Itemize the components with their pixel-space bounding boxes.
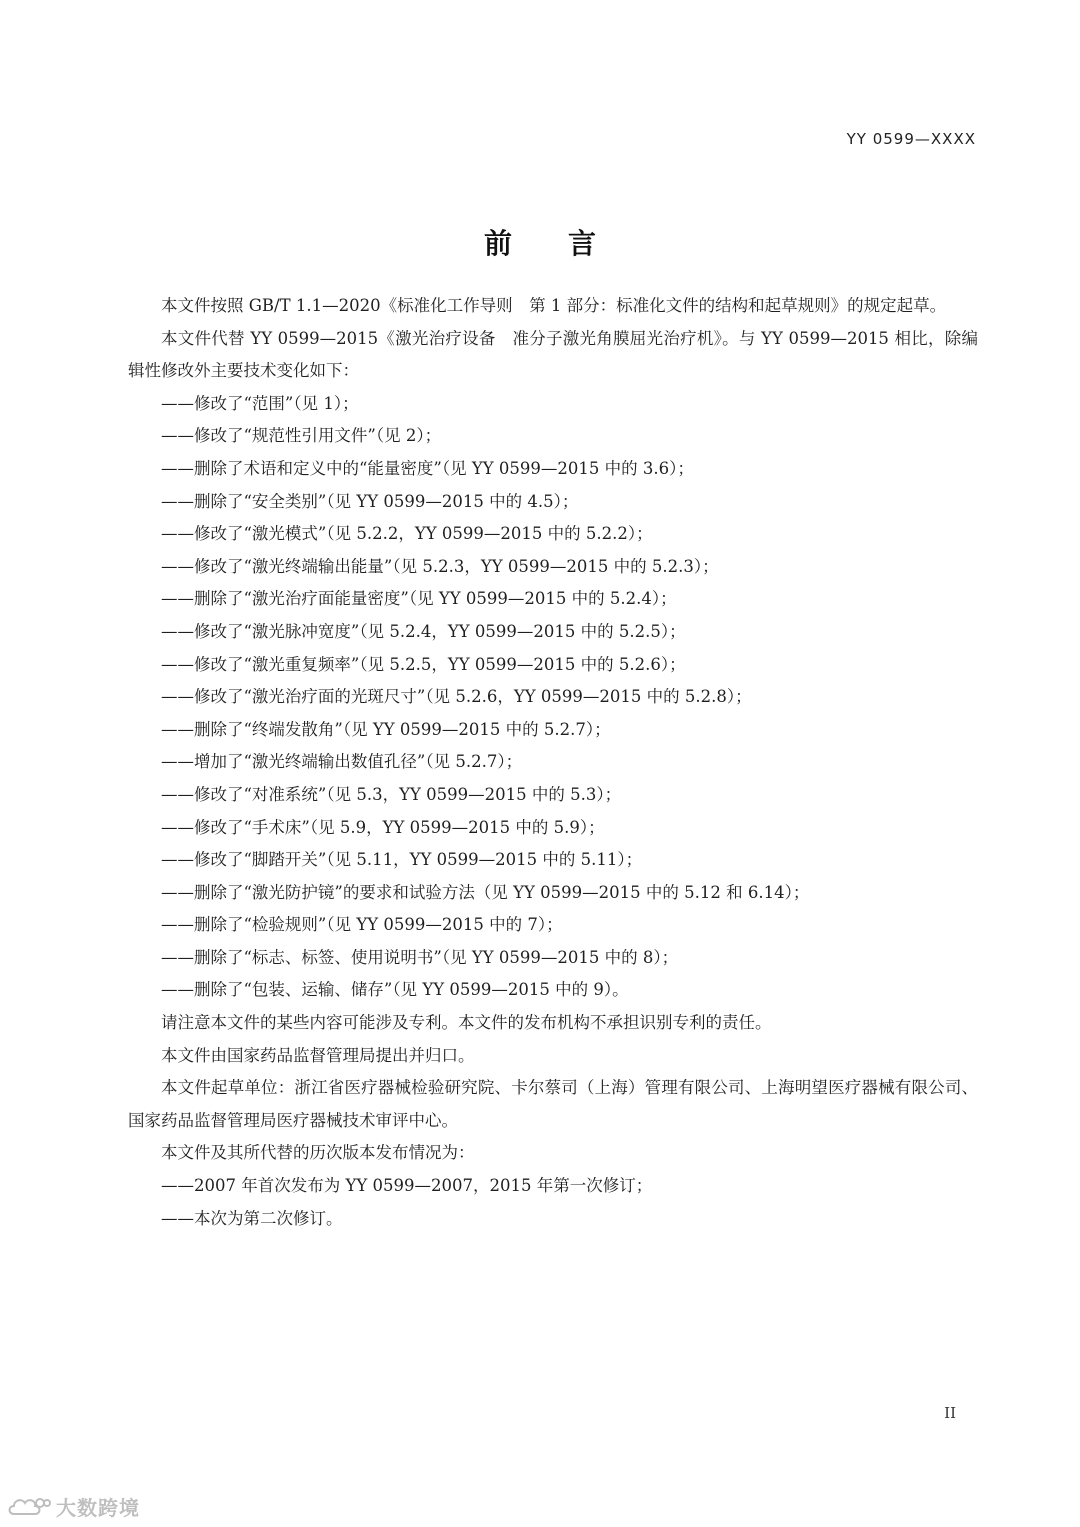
body-paragraph: 本文件按照 GB/T 1.1—2020《标准化工作导则 第 1 部分：标准化文件的结构和起草规则》的规定起草。 — [161, 296, 947, 315]
change-list-item: ——删除了“检验规则”（见 YY 0599—2015 中的 7）； — [161, 915, 563, 935]
body-paragraph: 本文件由国家药品监督管理局提出并归口。 — [161, 1045, 475, 1065]
change-list-item: ——增加了“激光终端输出数值孔径”（见 5.2.7）； — [161, 752, 523, 772]
change-list-item: ——修改了“对准系统”（见 5.3，YY 0599—2015 中的 5.3）； — [161, 784, 622, 804]
change-list-item: ——修改了“激光模式”（见 5.2.2，YY 0599—2015 中的 5.2.2）； — [161, 524, 653, 544]
change-list-item: ——修改了“规范性引用文件”（见 2）； — [161, 426, 442, 446]
change-list-item: ——修改了“手术床”（见 5.9，YY 0599—2015 中的 5.9）； — [161, 817, 605, 837]
change-list-item: ——删除了“标志、标签、使用说明书”（见 YY 0599—2015 中的 8）； — [161, 947, 679, 967]
change-list-item: ——修改了“范围”（见 1）； — [161, 393, 359, 413]
change-list-item: ——本次为第二次修订。 — [161, 1208, 343, 1228]
page-title: 前言 — [483, 227, 652, 260]
watermark-text: 大数跨境 — [56, 1496, 140, 1520]
change-list-item: ——修改了“激光终端输出能量”（见 5.2.3，YY 0599—2015 中的 5.2.3）； — [161, 556, 719, 576]
document-body — [128, 290, 978, 1235]
change-list-item: ——2007 年首次发布为 YY 0599—2007，2015 年第一次修订； — [161, 1176, 653, 1196]
cloud-logo-icon — [6, 1494, 52, 1520]
change-list-item: ——修改了“激光脉冲宽度”（见 5.2.4，YY 0599—2015 中的 5.2.5）； — [161, 621, 686, 641]
body-paragraph: 本文件代替 YY 0599—2015《激光治疗设备 准分子激光角膜屈光治疗机》。与 YY 0599—2015 相比，除编辑性修改外主要技术变化如下： — [128, 328, 978, 381]
change-list-item: ——修改了“激光治疗面的光斑尺寸”（见 5.2.6，YY 0599—2015 中的 5.2.8）； — [161, 687, 752, 707]
document-code: YY 0599—XXXX — [846, 130, 976, 148]
body-paragraph: 请注意本文件的某些内容可能涉及专利。本文件的发布机构不承担识别专利的责任。 — [161, 1013, 772, 1033]
change-list-item: ——删除了“包装、运输、储存”（见 YY 0599—2015 中的 9）。 — [161, 980, 629, 1000]
change-list-item: ——删除了“激光治疗面能量密度”（见 YY 0599—2015 中的 5.2.4）； — [161, 589, 677, 609]
body-paragraph: 本文件及其所代替的历次版本发布情况为： — [161, 1143, 475, 1163]
change-list-item: ——删除了“激光防护镜”的要求和试验方法（见 YY 0599—2015 中的 5.12 和 6.14）； — [161, 882, 810, 902]
page-number: II — [944, 1404, 956, 1422]
change-list-item: ——修改了“激光重复频率”（见 5.2.5，YY 0599—2015 中的 5.2.6）； — [161, 654, 686, 674]
change-list-item: ——删除了“安全类别”（见 YY 0599—2015 中的 4.5）； — [161, 491, 579, 511]
body-paragraph: 本文件起草单位：浙江省医疗器械检验研究院、卡尔蔡司（上海）管理有限公司、上海明望医疗器械有限公司、国家药品监督管理局医疗器械技术审评中心。 — [128, 1078, 978, 1130]
change-list-item: ——删除了“终端发散角”（见 YY 0599—2015 中的 5.2.7）； — [161, 719, 611, 739]
watermark — [6, 1492, 140, 1521]
change-list-item: ——修改了“脚踏开关”（见 5.11，YY 0599—2015 中的 5.11）； — [161, 850, 643, 870]
change-list-item: ——删除了术语和定义中的“能量密度”（见 YY 0599—2015 中的 3.6）； — [161, 458, 694, 478]
